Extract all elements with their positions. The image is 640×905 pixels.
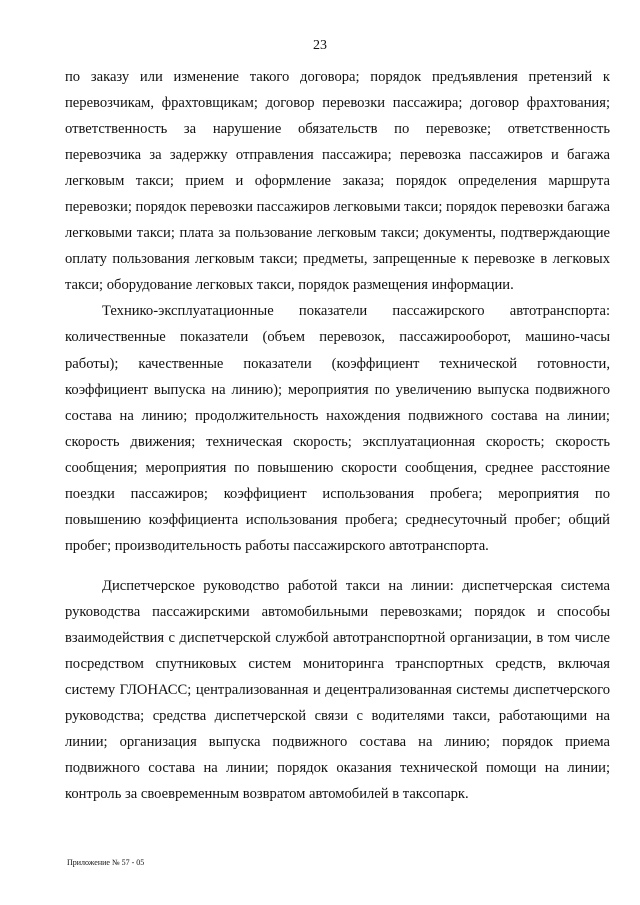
paragraph-continuation: по заказу или изменение такого договора; порядок предъявления претензий к перевозчикам, фрахтовщикам; договор перевозки пассажира; договор фрахтования; ответственность за нарушение обязательств по перевозке; ответственность перевозчика за задержку отправления пассажира; перевозка пассажиров и багажа легковым такси; прием и оформление заказа; порядок определения маршрута перевозки; порядок перевозки пассажиров легковыми такси; порядок перевозки багажа легковыми такси; плата за пользование легковым такси; документы, подтверждающие оплату пользования легковым такси; предметы, запрещенные к перевозке в легковых такси; оборудование легковых такси, порядок размещения информации. <box>65 69 610 294</box>
paragraph-dispatch-management: Диспетчерское руководство работой такси на линии: диспетчерская система руководства пассажирскими автомобильными перевозками; порядок и способы взаимодействия с диспетчерской службой автотранспортной организации, в том числе посредством спутниковых систем мониторинга транспортных средств, включая систему ГЛОНАСС; централизованная и децентрализованная системы диспетчерского руководства; средства диспетчерской связи с водителями такси, работающими на линии; организация выпуска подвижного состава на линию; порядок приема подвижного состава на линии; порядок оказания технической помощи на линии; контроль за своевременным возвратом автомобилей в таксопарк. <box>65 577 610 803</box>
document-body <box>65 64 610 807</box>
footer-note: Приложение № 57 - 05 <box>67 858 145 867</box>
page-number: 23 <box>313 38 327 53</box>
paragraph-performance-indicators: Технико-эксплуатационные показатели пассажирского автотранспорта: количественные показатели (объем перевозок, пассажирооборот, машино-часы работы); качественные показатели (коэффициент технической готовности, коэффициент выпуска на линию); мероприятия по увеличению выпуска подвижного состава на линию; продолжительность нахождения подвижного состава на линии; скорость движения; техническая скорость; эксплуатационная скорость; скорость сообщения; мероприятия по повышению скорости сообщения, среднее расстояние поездки пассажиров; коэффициент использования пробега; мероприятия по повышению коэффициента использования пробега; среднесуточный пробег; общий пробег; производительность работы пассажирского автотранспорта. <box>65 303 610 554</box>
